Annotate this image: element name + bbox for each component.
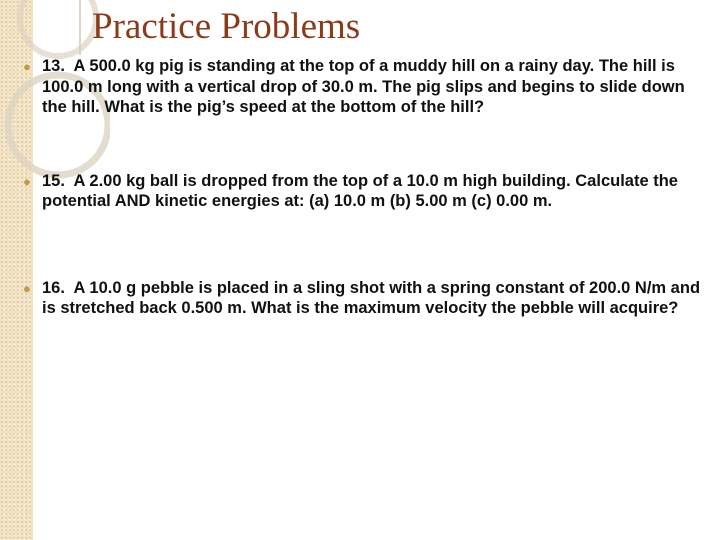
- bullet-icon: ●: [23, 280, 31, 296]
- bullet-icon: ●: [23, 59, 31, 74]
- bullet-icon: ●: [23, 173, 31, 189]
- problem-number: 15.: [42, 171, 65, 190]
- problem-text: A 500.0 kg pig is standing at the top of a muddy hill on a rainy day. The hill is 100.0 m long with a vertical drop of 30.0 m. The pig slips and begins to slide down the hill. What is the pig’s speed at the bottom of the hill?: [42, 57, 685, 116]
- problem-text: A 2.00 kg ball is dropped from the top of a 10.0 m high building. Calculate the potential AND kinetic energies at: (a) 10.0 m (b) 5.00 m (c) 0.00 m.: [42, 171, 678, 210]
- problem-number: 16.: [42, 278, 65, 297]
- problem-list: [22, 56, 702, 319]
- problem-text: A 10.0 g pebble is placed in a sling shot with a spring constant of 200.0 N/m and is stretched back 0.500 m. What is the maximum velocity the pebble will acquire?: [42, 278, 701, 317]
- slide-title: Practice Problems: [92, 6, 361, 47]
- problem-item-15: [22, 171, 702, 212]
- problem-number: 13.: [42, 57, 65, 75]
- problem-item-16: [22, 278, 702, 319]
- problem-item-13: [22, 56, 702, 118]
